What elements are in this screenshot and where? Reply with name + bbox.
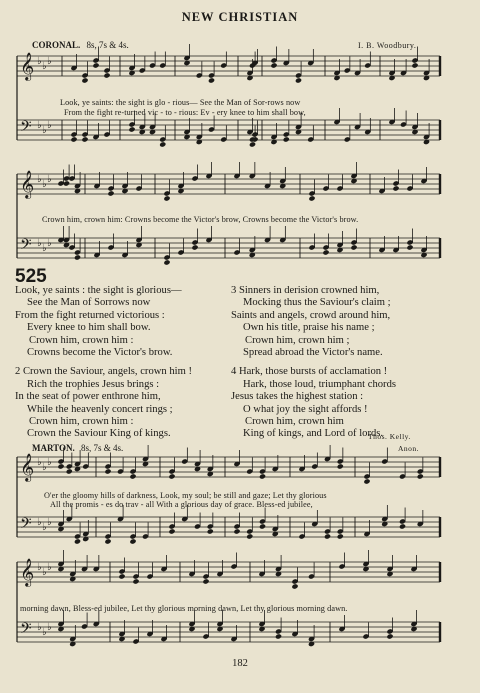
verse-line: King of kings, and Lord of lords. xyxy=(243,428,384,440)
svg-text:𝄞: 𝄞 xyxy=(20,453,35,481)
svg-text:𝄞: 𝄞 xyxy=(20,170,35,198)
verse-line: Crown him, crown him : xyxy=(29,415,134,427)
svg-text:♭: ♭ xyxy=(42,567,47,578)
verse-line: From the fight returned victorious : xyxy=(15,309,165,321)
svg-text:♭: ♭ xyxy=(47,174,52,185)
svg-text:𝄞: 𝄞 xyxy=(20,52,35,80)
svg-text:♭: ♭ xyxy=(37,517,42,528)
verse-4 xyxy=(231,366,466,440)
coronal-system-1 xyxy=(0,52,480,162)
coronal-tune-name: CORONAL. xyxy=(32,40,81,50)
svg-text:♭: ♭ xyxy=(37,622,42,633)
marton-lyrics-line-3: morning dawn, Bless-ed jubilee, Let thy glorious morning dawn, Let thy glorious morning dawn. xyxy=(20,604,348,613)
verse-line: 2 Crown the Saviour, angels, crown him ! xyxy=(15,366,192,378)
svg-text:𝄢: 𝄢 xyxy=(20,236,32,257)
verse-line: Jesus takes the highest station : xyxy=(231,391,364,403)
author-credit: Thos. Kelly. xyxy=(368,432,411,441)
verse-line: While the heavenly concert rings ; xyxy=(27,403,173,415)
verse-line: Crown him, crown him xyxy=(245,415,344,427)
coronal-lyrics-line-2: From the fight re-turned vic - to - rious: Ev - ery knee to him shall bow, xyxy=(64,108,306,117)
svg-text:♭: ♭ xyxy=(42,243,47,254)
running-head: NEW CHRISTIAN xyxy=(181,10,299,24)
verse-line: Crown him, crown him : xyxy=(29,334,134,346)
svg-text:♭: ♭ xyxy=(37,457,42,468)
music-notation xyxy=(17,162,440,266)
svg-text:♭: ♭ xyxy=(47,622,52,633)
verse-line: 4 Hark, those bursts of acclamation ! xyxy=(231,366,388,378)
svg-text:♭: ♭ xyxy=(42,61,47,72)
coronal-lyrics-line-3: Crown him, crown him: Crowns become the Victor's brow, Crowns become the Victor's brow. xyxy=(42,215,359,224)
marton-tune-heading xyxy=(32,443,123,453)
coronal-meter: 8s, 7s & 4s. xyxy=(86,40,129,50)
verse-line: See the Man of Sorrows now xyxy=(27,297,151,309)
svg-text:♭: ♭ xyxy=(37,174,42,185)
svg-text:♭: ♭ xyxy=(37,562,42,573)
music-notation xyxy=(17,44,440,148)
svg-text:♭: ♭ xyxy=(47,120,52,131)
verses-left-column xyxy=(15,285,230,441)
verse-line: Rich the trophies Jesus brings : xyxy=(27,378,160,390)
coronal-composer: I. B. Woodbury. xyxy=(358,41,417,50)
verse-line: In the seat of power enthrone him, xyxy=(15,391,161,403)
coronal-lyrics-line-1: Look, ye saints: the sight is glo - rious— See the Man of Sor-rows now xyxy=(60,98,301,107)
svg-text:♭: ♭ xyxy=(37,120,42,131)
verse-line: Crown him, crown him ; xyxy=(245,334,350,346)
svg-text:𝄢: 𝄢 xyxy=(20,118,32,139)
svg-text:♭: ♭ xyxy=(47,517,52,528)
music-notation xyxy=(17,550,440,647)
verse-line: Crown the Saviour King of kings. xyxy=(27,428,171,440)
svg-text:♭: ♭ xyxy=(47,238,52,249)
marton-meter: 8s, 7s & 4s. xyxy=(81,443,124,453)
verse-2 xyxy=(15,366,230,440)
coronal-tune-heading xyxy=(32,40,129,50)
verse-line: O what joy the sight affords ! xyxy=(243,403,368,415)
svg-text:♭: ♭ xyxy=(42,125,47,136)
verse-line: Mocking thus the Saviour's claim ; xyxy=(243,297,391,309)
svg-text:♭: ♭ xyxy=(47,562,52,573)
svg-text:♭: ♭ xyxy=(42,462,47,473)
verse-line: Crowns become the Victor's brow. xyxy=(27,346,173,358)
marton-system-2 xyxy=(0,560,480,670)
verse-line: 3 Sinners in derision crowned him, xyxy=(231,285,380,296)
verse-line: Every knee to him shall bow. xyxy=(27,322,151,334)
coronal-system-2 xyxy=(0,170,480,280)
verse-1 xyxy=(15,285,230,359)
svg-text:𝄞: 𝄞 xyxy=(20,558,35,586)
marton-system-1 xyxy=(0,455,480,565)
marton-tune-name: MARTON. xyxy=(32,443,75,453)
svg-text:♭: ♭ xyxy=(42,179,47,190)
verse-3 xyxy=(231,285,466,359)
svg-text:♭: ♭ xyxy=(37,238,42,249)
marton-lyrics-line-2: All the promis - es do trav - all With a glorious day of grace. Bless-ed jubilee, xyxy=(50,500,313,509)
verse-line: Own his title, praise his name ; xyxy=(243,322,375,334)
svg-text:♭: ♭ xyxy=(47,56,52,67)
verse-line: Saints and angels, crowd around him, xyxy=(231,309,391,321)
anon-credit: Anon. xyxy=(398,444,420,453)
svg-text:𝄢: 𝄢 xyxy=(20,515,32,536)
verse-line: Hark, those loud, triumphant chords xyxy=(243,378,396,390)
marton-lyrics-line-1: O'er the gloomy hills of darkness, Look, my soul; be still and gaze; Let thy glorious xyxy=(44,491,327,500)
svg-text:𝄢: 𝄢 xyxy=(20,620,32,641)
hymn-number: 525 xyxy=(15,266,47,287)
svg-text:♭: ♭ xyxy=(37,56,42,67)
svg-text:♭: ♭ xyxy=(42,522,47,533)
page-number: 182 xyxy=(232,658,248,669)
svg-text:♭: ♭ xyxy=(42,627,47,638)
verse-line: Look, ye saints : the sight is glorious— xyxy=(15,285,182,296)
verses-right-column xyxy=(231,285,466,441)
svg-text:♭: ♭ xyxy=(47,457,52,468)
verse-line: Spread abroad the Victor's name. xyxy=(243,346,383,358)
